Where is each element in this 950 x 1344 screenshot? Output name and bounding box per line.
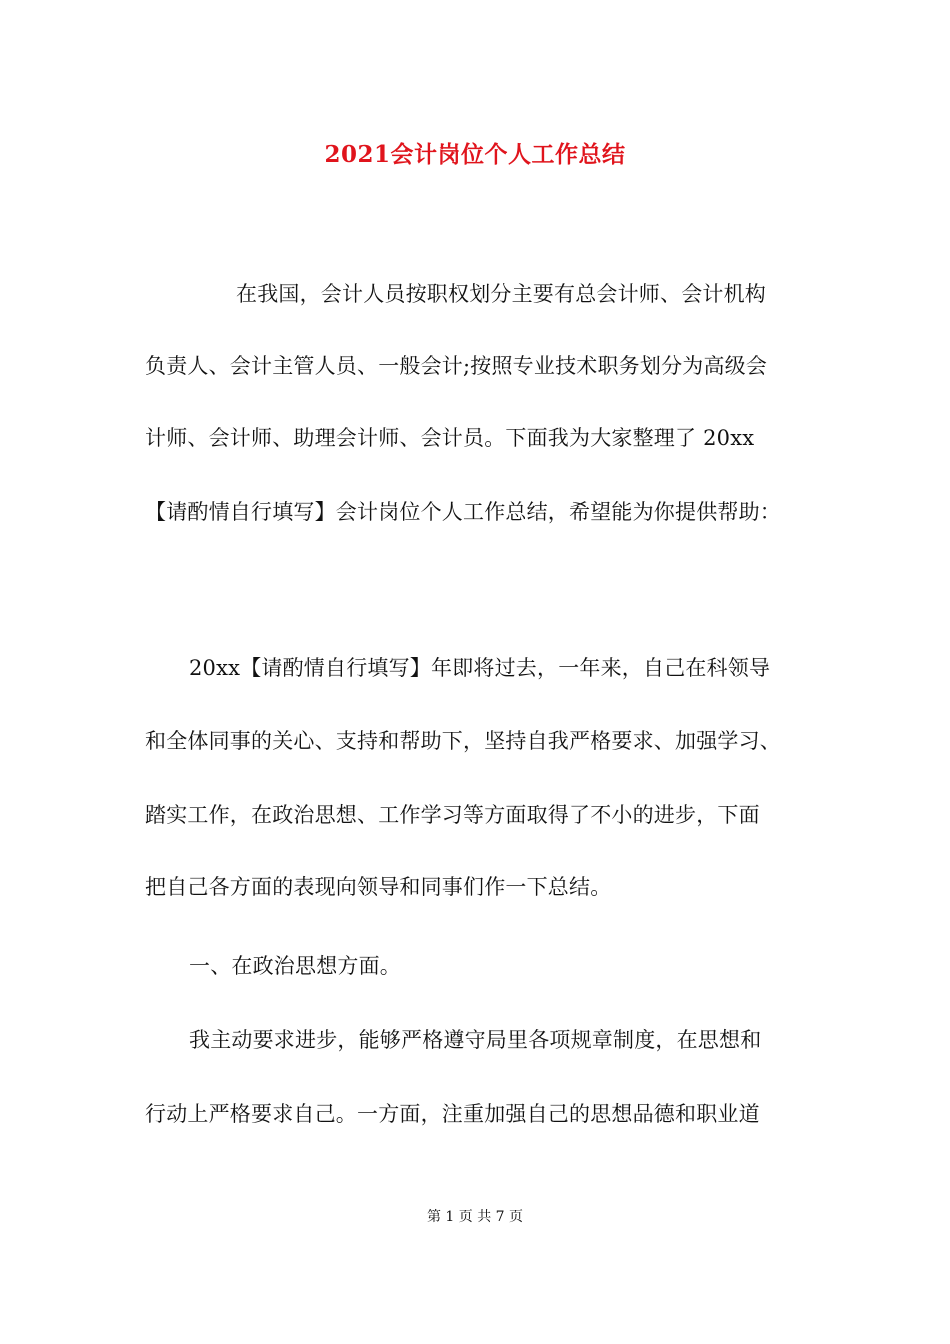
paragraph-line: 在我国，会计人员按职权划分主要有总会计师、会计机构	[236, 282, 766, 306]
paragraph-line: 计师、会计师、助理会计师、会计员。下面我为大家整理了 20xx	[145, 426, 755, 450]
paragraph-line: 行动上严格要求自己。一方面，注重加强自己的思想品德和职业道	[145, 1102, 760, 1126]
paragraph-line: 【请酌情自行填写】会计岗位个人工作总结，希望能为你提供帮助：	[145, 500, 781, 524]
paragraph-line: 和全体同事的关心、支持和帮助下，坚持自我严格要求、加强学习、	[145, 729, 781, 753]
paragraph-line: 负责人、会计主管人员、一般会计;按照专业技术职务划分为高级会	[145, 354, 768, 378]
paragraph-line: 我主动要求进步，能够严格遵守局里各项规章制度，在思想和	[189, 1028, 762, 1052]
document-title: 2021会计岗位个人工作总结	[324, 141, 626, 168]
section-heading: 一、在政治思想方面。	[189, 954, 401, 978]
page-number: 第 1 页 共 7 页	[426, 1209, 524, 1225]
paragraph-line: 把自己各方面的表现向领导和同事们作一下总结。	[145, 875, 612, 899]
paragraph-line: 20xx【请酌情自行填写】年即将过去，一年来，自己在科领导	[189, 656, 771, 680]
paragraph-line: 踏实工作，在政治思想、工作学习等方面取得了不小的进步，下面	[145, 803, 760, 827]
